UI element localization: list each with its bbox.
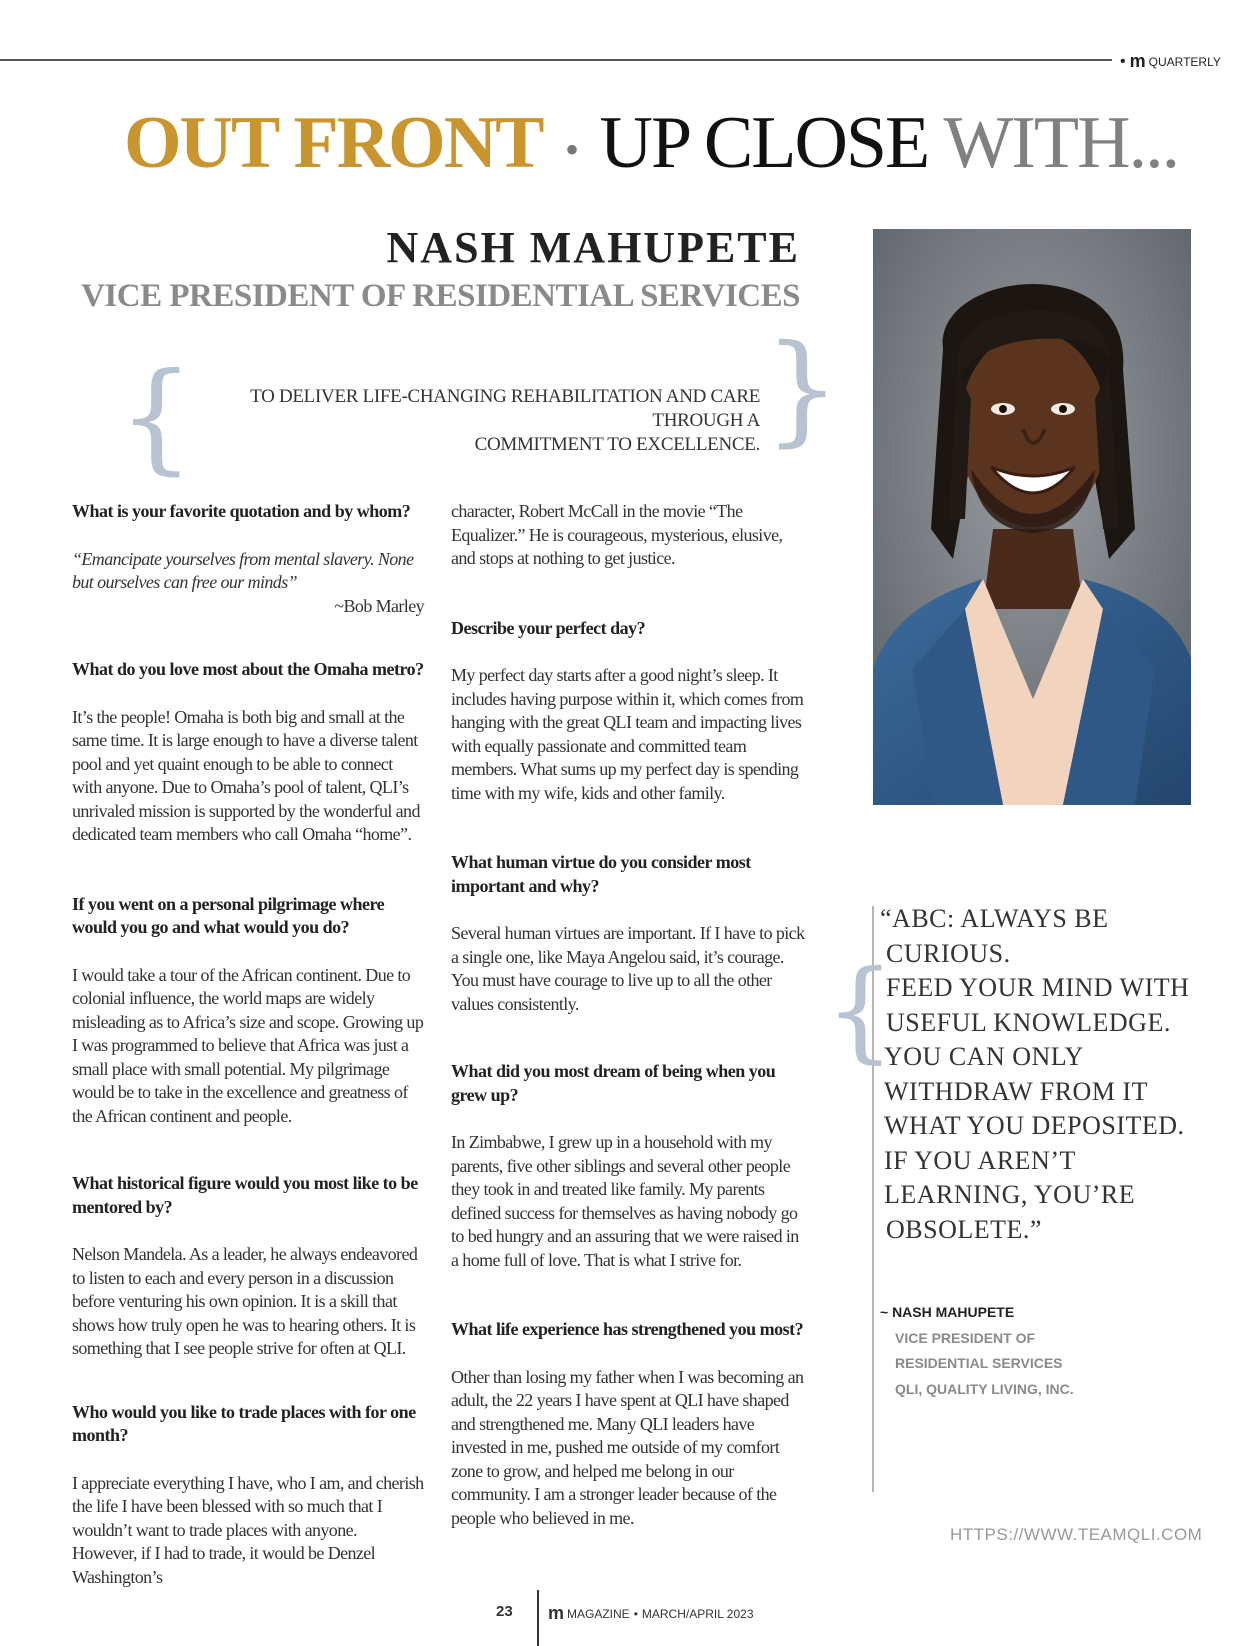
page-number: 23 <box>496 1603 513 1620</box>
question-8: What did you most dream of being when you grew up? <box>451 1061 776 1105</box>
side-quote-line: OBSOLETE.” <box>886 1214 1042 1244</box>
question-6: Describe your perfect day? <box>451 617 646 638</box>
m-logo-icon: m <box>548 1603 564 1623</box>
question-9: What life experience has strengthened you most? <box>451 1319 804 1339</box>
website-url[interactable]: HTTPS://WWW.TEAMQLI.COM <box>950 1525 1203 1544</box>
side-quote-attribution <box>880 1300 1180 1402</box>
attribution-title-1: VICE PRESIDENT OF <box>895 1329 1036 1346</box>
header-brand <box>1120 51 1221 72</box>
close-brace-icon: } <box>764 320 841 459</box>
side-quote-line: WHAT YOU DEPOSITED. <box>884 1111 1185 1140</box>
headline-bullet: • <box>565 127 578 173</box>
answer-1-attribution: ~Bob Marley <box>334 595 424 616</box>
header-brand-label: QUARTERLY <box>1148 54 1221 69</box>
side-quote-line: WITHDRAW FROM IT <box>884 1076 1148 1106</box>
attribution-name: ~ NASH MAHUPETE <box>880 1304 1015 1320</box>
headline-part-with: WITH... <box>943 102 1179 184</box>
question-3: If you went on a personal pilgrimage where would you go and what would you do? <box>72 893 385 937</box>
answer-4: Nelson Mandela. As a leader, he always endeavored to listen to each and every person in a discussion before venturing his own opinion. It is a skill that shows how truly open he was to hearing others. It is something that I see people strive for often at QLI. <box>72 1244 418 1358</box>
header-bullet: • <box>1120 52 1126 70</box>
answer-3: I would take a tour of the African continent. Due to colonial influence, the world maps are widely misleading as to Africa’s size and scope. Growing up I was programmed to believe that Africa was just a small place with small potential. My pilgrimage would be to take in the excellence and greatness of the African continent and people. <box>72 964 424 1126</box>
mission-line-2: COMMITMENT TO EXCELLENCE. <box>474 434 760 455</box>
side-quote-line: USEFUL KNOWLEDGE. <box>886 1007 1171 1037</box>
person-name: NASH MAHUPETE <box>386 223 800 272</box>
question-4: What historical figure would you most like to be mentored by? <box>72 1173 418 1217</box>
side-quote-line: IF YOU AREN’T <box>884 1145 1076 1175</box>
footer-bullet: • <box>633 1606 638 1621</box>
portrait-illustration <box>873 229 1191 805</box>
answer-1-quote: “Emancipate yourselves from mental slavery. None but ourselves can free our minds” <box>72 548 414 592</box>
question-1: What is your favorite quotation and by whom? <box>72 501 411 521</box>
m-logo-icon: m <box>1129 51 1145 71</box>
attribution-title-2: RESIDENTIAL SERVICES <box>895 1355 1063 1371</box>
side-quote-line: YOU CAN ONLY <box>884 1042 1084 1071</box>
question-7: What human virtue do you consider most important and why? <box>451 852 751 896</box>
headline-part-out-front: OUT FRONT <box>124 102 543 184</box>
left-column <box>72 500 424 1631</box>
answer-7: Several human virtues are important. If I have to pick a single one, like Maya Angelou said, it’s courage. You must have courage to live up to all the other values consistently. <box>451 923 805 1014</box>
answer-8: In Zimbabwe, I grew up in a household with my parents, five other siblings and several other people they took in and treated like family. My parents defined success for themselves as having nobody go to bed hungry and an assuring that we were raised in a home full of love. That is what I strive for. <box>451 1132 799 1270</box>
footer-magazine <box>548 1603 754 1624</box>
page-headline <box>124 98 1184 195</box>
question-5: Who would you like to trade places with for one month? <box>72 1401 416 1445</box>
portrait-photo <box>873 229 1191 805</box>
mission-statement <box>160 385 760 457</box>
answer-5: I appreciate everything I have, who I am, and cherish the life I have been blessed with so much that I wouldn’t want to trade places with anyone. However, if I had to trade, it would be Denzel Washington’s <box>72 1472 424 1587</box>
side-quote-line: LEARNING, YOU’RE <box>884 1180 1136 1209</box>
side-pull-quote <box>880 902 1190 1247</box>
answer-5-continued: character, Robert McCall in the movie “The Equalizer.” He is courageous, mysterious, elusive, and stops at nothing to get justice. <box>451 501 783 568</box>
footer-issue: MARCH/APRIL 2023 <box>641 1606 754 1621</box>
answer-2: It’s the people! Omaha is both big and small at the same time. It is large enough to have a diverse talent pool and yet quaint enough to be able to connect with anyone. Due to Omaha’s pool of talent, QLI’s unrivaled mission is supported by the wonderful and dedicated team members who call Omaha “home”. <box>72 706 420 844</box>
question-2: What do you love most about the Omaha metro? <box>72 659 424 679</box>
side-quote-line: FEED YOUR MIND WITH <box>886 973 1190 1002</box>
side-quote-line: “ABC: ALWAYS BE <box>880 904 1109 933</box>
answer-9: Other than losing my father when I was becoming an adult, the 22 years I have spent at QLI have shaped and strengthened me. Many QLI leaders have invested in me, pushed me outside of my comfort zone to grow, and helped me belong in our community. I am a stronger leader because of the people who believed in me. <box>451 1366 804 1528</box>
person-title: VICE PRESIDENT OF RESIDENTIAL SERVICES <box>81 278 800 314</box>
side-quote-line: CURIOUS. <box>886 938 1011 968</box>
middle-column <box>451 500 807 1572</box>
footer-magazine-label: MAGAZINE <box>567 1606 630 1621</box>
headline-part-up-close: UP CLOSE <box>599 102 929 184</box>
footer-rule <box>537 1590 539 1646</box>
open-brace-icon: { <box>118 348 195 487</box>
attribution-org: QLI, QUALITY LIVING, INC. <box>895 1380 1074 1397</box>
answer-6: My perfect day starts after a good night’s sleep. It includes having purpose within it, which comes from hanging with the great QLI team and impacting lives with equally passionate and committed team members. What sums up my perfect day is spending time with my wife, kids and other family. <box>451 665 804 803</box>
side-quote-brace-icon: { <box>825 946 895 1074</box>
mission-line-1: TO DELIVER LIFE-CHANGING REHABILITATION AND CARE THROUGH A <box>250 386 760 431</box>
header-rule <box>0 59 1112 61</box>
